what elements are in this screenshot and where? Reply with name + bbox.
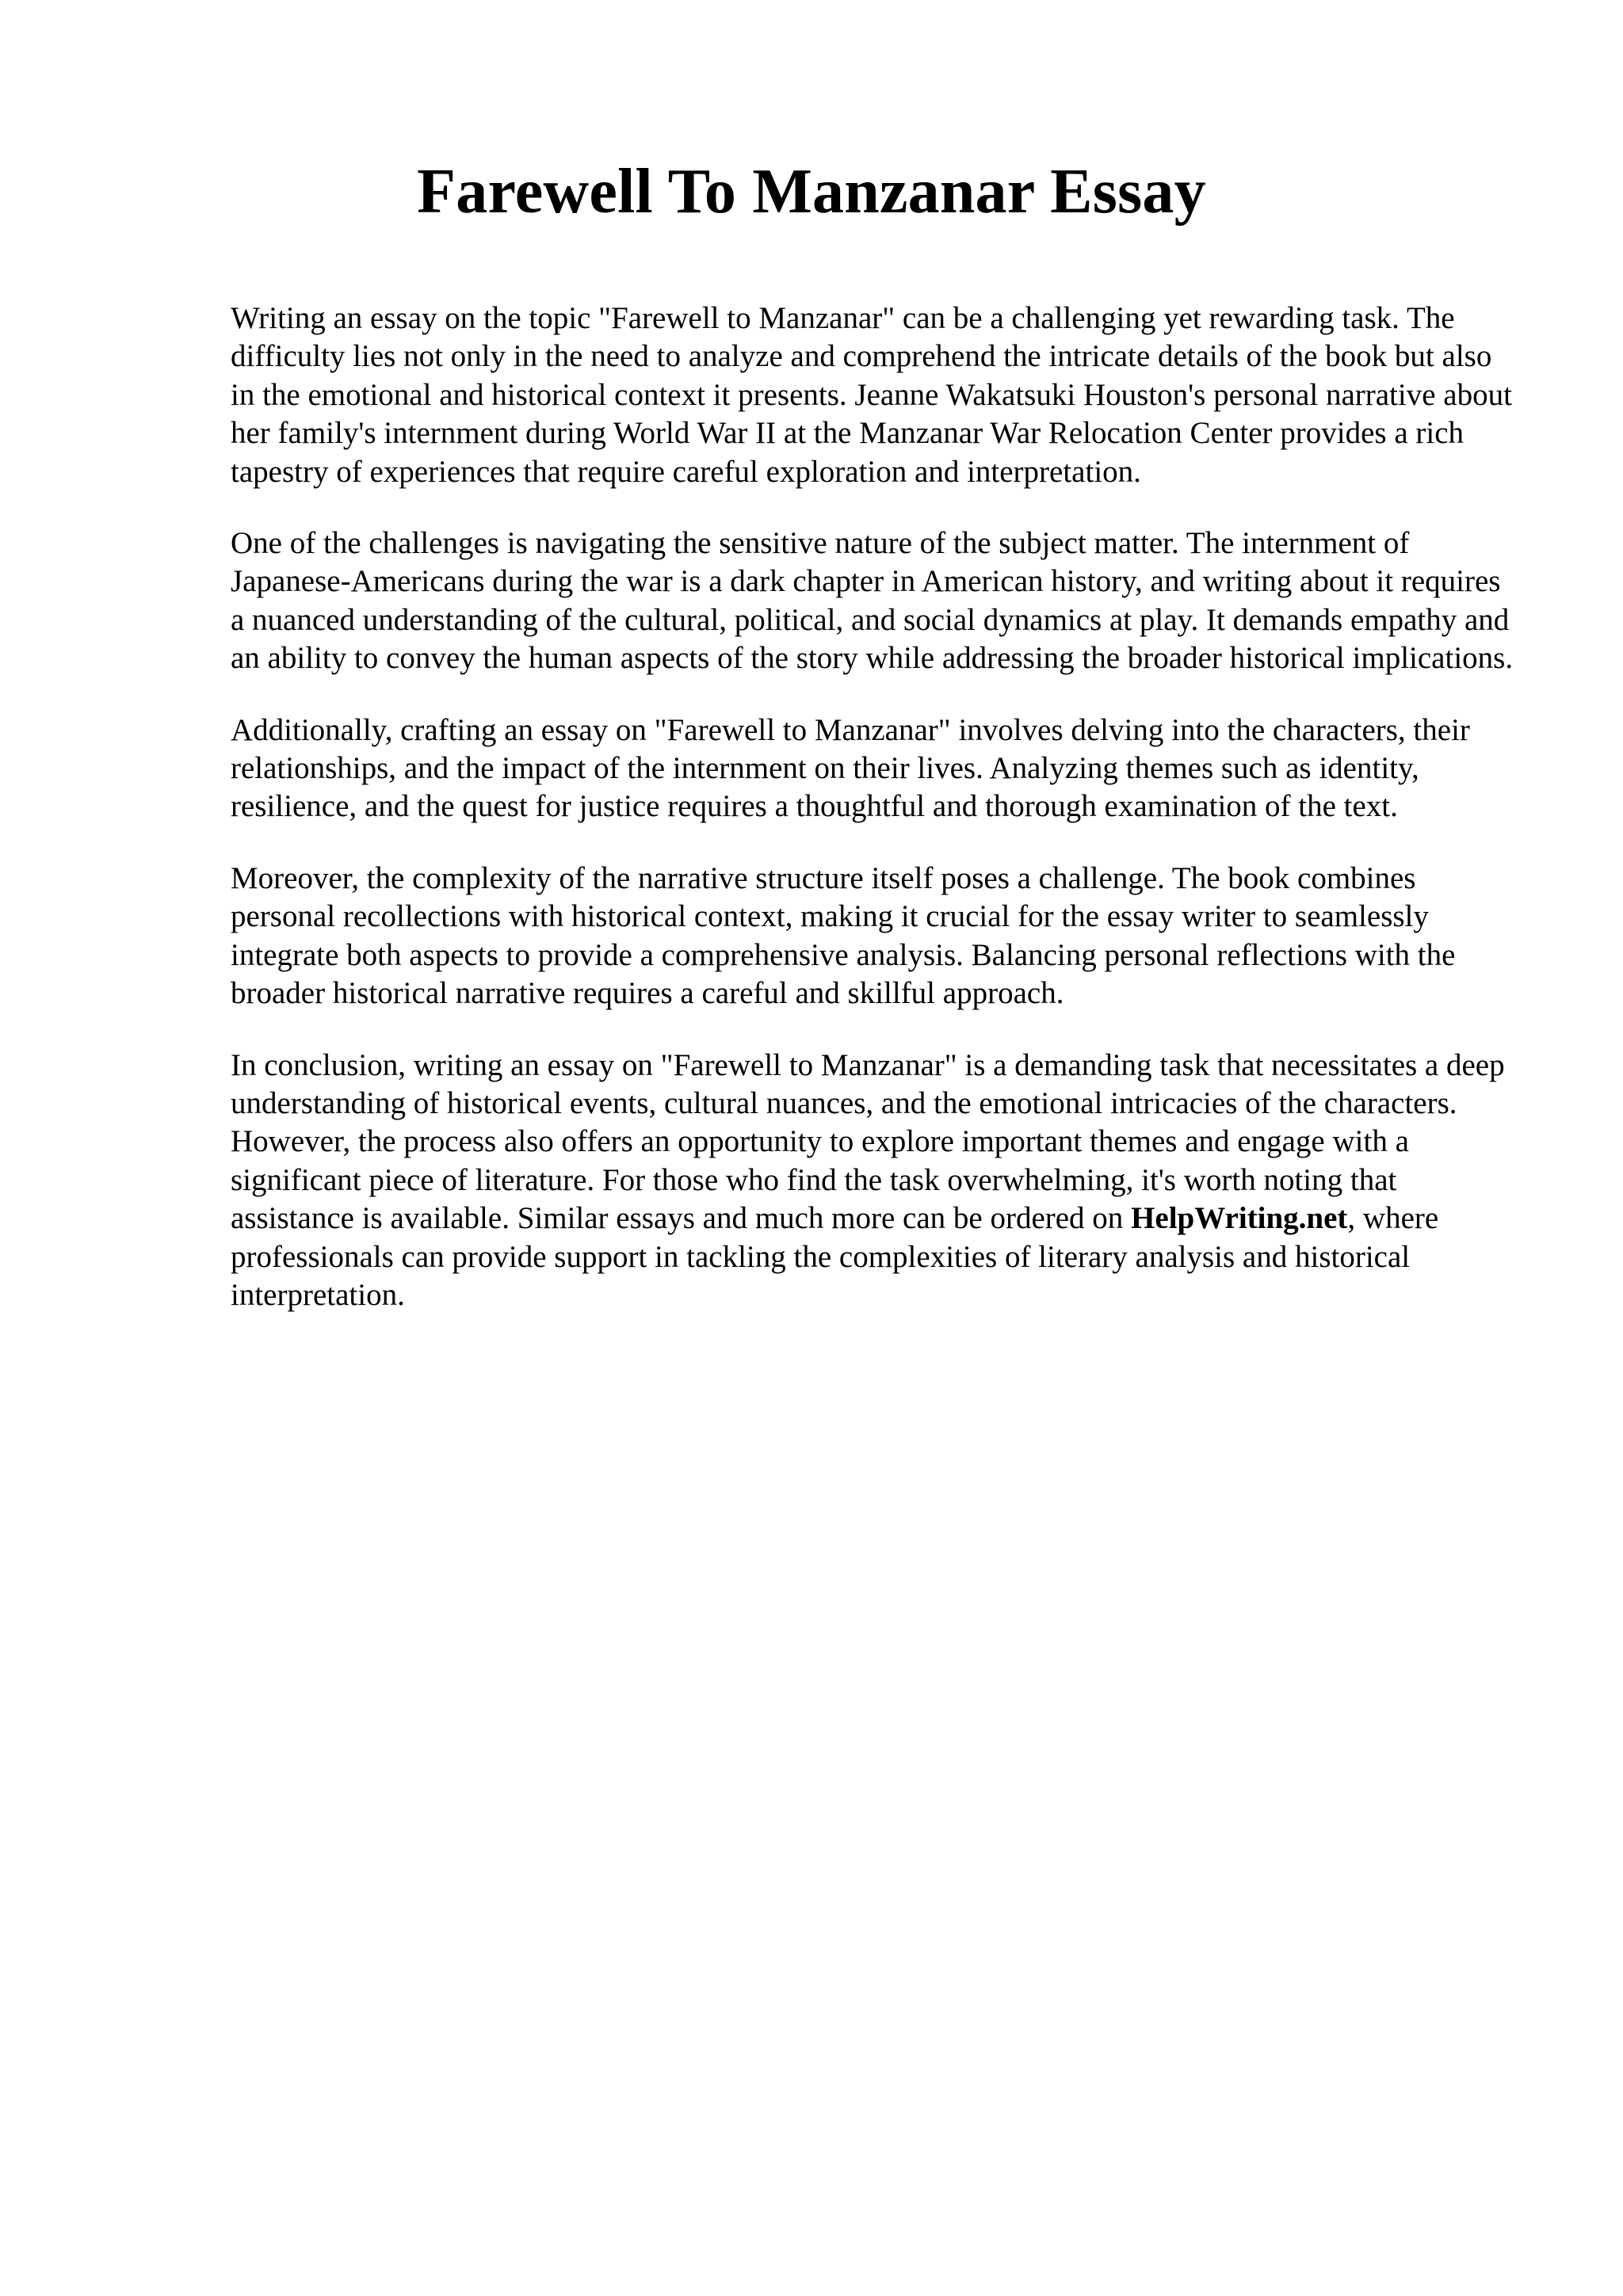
brand-name: HelpWriting.net <box>1131 1201 1348 1236</box>
page-title: Farewell To Manzanar Essay <box>417 157 1206 227</box>
paragraph-4: Moreover, the complexity of the narrative structure itself poses a challenge. The book combines personal recollections with historical context, making it crucial for the essay writer to seamlessly integrate both aspects to provide a comprehensive analysis. Balancing personal reflections with the broader historical narrative requires a careful and skillful approach. <box>231 860 1456 1011</box>
paragraph-2: One of the challenges is navigating the sensitive nature of the subject matter. The internment of Japanese-Americans during the war is a dark chapter in American history, and writing about it requires a nuanced understanding of the cultural, political, and social dynamics at play. It demands empathy and an ability to convey the human aspects of the story while addressing the broader historical implications. <box>231 526 1514 676</box>
paragraph-conclusion <box>231 1047 1514 1315</box>
conclusion-text-before: In conclusion, writing an essay on "Farewell to Manzanar" is a demanding task that necessitates a deep understanding of historical events, cultural nuances, and the emotional intricacies of the characters. However, the process also offers an opportunity to explore important themes and engage with a significant piece of literature. For those who find the task overwhelming, it's worth noting that assistance is available. Similar essays and much more can be ordered on <box>231 1047 1505 1236</box>
conclusion-text-after: , where professionals can provide support in tackling the complexities of literary analysis and historical interpretation. <box>231 1201 1439 1312</box>
paragraph-1: Writing an essay on the topic "Farewell to Manzanar" can be a challenging yet rewarding task. The difficulty lies not only in the need to analyze and comprehend the intricate details of the book but also in the emotional and historical context it presents. Jeanne Wakatsuki Houston's personal narrative about her family's internment during World War II at the Manzanar War Relocation Center provides a rich tapestry of experiences that require careful exploration and interpretation. <box>231 301 1512 489</box>
essay-body <box>231 299 1514 1348</box>
paragraph-3: Additionally, crafting an essay on "Farewell to Manzanar" involves delving into the characters, their relationships, and the impact of the internment on their lives. Analyzing themes such as identity, resilience, and the quest for justice requires a thoughtful and thorough examination of the text. <box>231 712 1470 824</box>
